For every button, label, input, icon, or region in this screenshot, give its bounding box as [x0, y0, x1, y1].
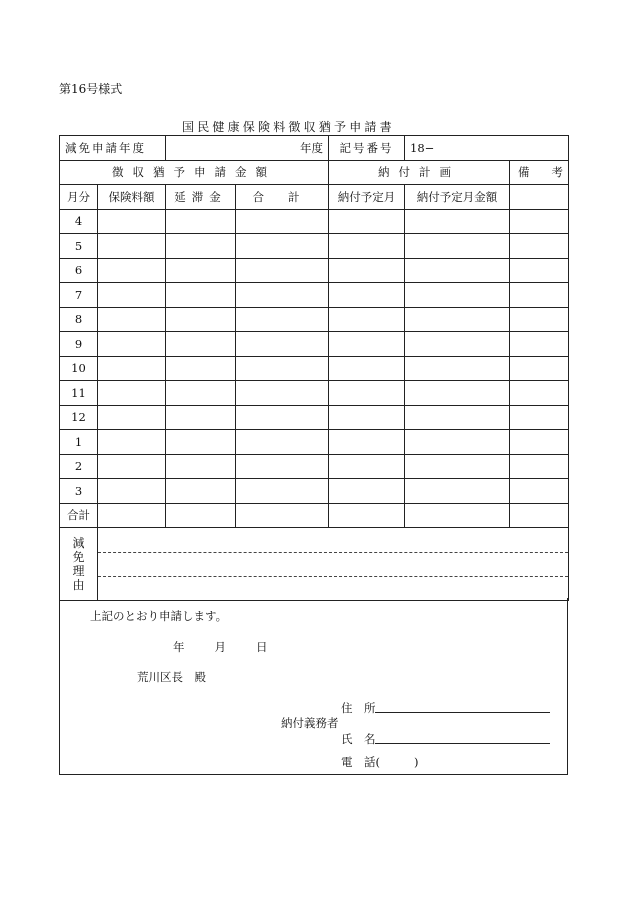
total-cell[interactable]: [236, 307, 329, 332]
premium-cell[interactable]: [98, 332, 166, 357]
planned-month-cell[interactable]: [329, 454, 405, 479]
planned-amount-cell[interactable]: [405, 234, 510, 259]
application-table: [59, 135, 585, 601]
month-row: [60, 234, 569, 259]
planned-amount-column-header: 納付予定月金額: [405, 185, 510, 210]
premium-cell[interactable]: [98, 283, 166, 308]
date-line[interactable]: [173, 639, 268, 655]
premium-cell[interactable]: [98, 503, 166, 528]
total-cell[interactable]: [236, 454, 329, 479]
total-cell[interactable]: [236, 356, 329, 381]
header-row: [60, 136, 569, 161]
payment-plan-header: 納付計画: [329, 160, 510, 185]
month-row: [60, 405, 569, 430]
planned-month-cell[interactable]: [329, 234, 405, 259]
address-label: 住 所: [341, 701, 376, 715]
total-cell[interactable]: [236, 430, 329, 455]
total-row: [60, 503, 569, 528]
remarks-cell[interactable]: [510, 234, 569, 259]
total-cell[interactable]: [236, 258, 329, 283]
planned-month-cell[interactable]: [329, 209, 405, 234]
month-label: 12: [60, 405, 98, 430]
planned-amount-cell[interactable]: [405, 430, 510, 455]
declaration-text: 上記のとおり申請します。: [90, 609, 228, 623]
late-fee-column-header: 延滞金: [166, 185, 236, 210]
remarks-cell[interactable]: [510, 209, 569, 234]
deferral-amount-header: 徴収猶予申請金額: [60, 160, 329, 185]
remarks-cell[interactable]: [510, 332, 569, 357]
late-fee-cell[interactable]: [166, 503, 236, 528]
month-row: [60, 356, 569, 381]
month-row: [60, 307, 569, 332]
remarks-cell[interactable]: [510, 503, 569, 528]
fiscal-year-field[interactable]: [166, 136, 329, 161]
form-number: 第16号様式: [59, 82, 123, 96]
planned-month-cell[interactable]: [329, 503, 405, 528]
planned-amount-cell[interactable]: [405, 381, 510, 406]
planned-month-cell[interactable]: [329, 405, 405, 430]
total-cell[interactable]: [236, 332, 329, 357]
reason-label: 減免理由: [72, 536, 85, 592]
total-cell[interactable]: [236, 381, 329, 406]
late-fee-cell[interactable]: [166, 283, 236, 308]
total-cell[interactable]: [236, 283, 329, 308]
planned-month-cell[interactable]: [329, 479, 405, 504]
month-row: [60, 332, 569, 357]
planned-month-cell[interactable]: [329, 356, 405, 381]
planned-month-cell[interactable]: [329, 258, 405, 283]
planned-amount-cell[interactable]: [405, 405, 510, 430]
total-cell[interactable]: [236, 479, 329, 504]
month-label: 4: [60, 209, 98, 234]
late-fee-cell[interactable]: [166, 430, 236, 455]
premium-cell[interactable]: [98, 356, 166, 381]
month-row: [60, 454, 569, 479]
reason-dashed-line: [98, 576, 568, 577]
remarks-cell[interactable]: [510, 283, 569, 308]
premium-cell[interactable]: [98, 405, 166, 430]
planned-amount-cell[interactable]: [405, 479, 510, 504]
month-label: 10: [60, 356, 98, 381]
late-fee-cell[interactable]: [166, 454, 236, 479]
month-label: 合計: [60, 503, 98, 528]
premium-cell[interactable]: [98, 430, 166, 455]
addressee: 荒川区長 殿: [137, 670, 206, 684]
late-fee-cell[interactable]: [166, 209, 236, 234]
planned-amount-cell[interactable]: [405, 283, 510, 308]
month-column-header: 月分: [60, 185, 98, 210]
month-row: [60, 283, 569, 308]
month-row: [60, 479, 569, 504]
planned-month-column-header: 納付予定月: [329, 185, 405, 210]
document-title: 国民健康保険料徴収猶予申請書: [182, 120, 395, 134]
month-label: 8: [60, 307, 98, 332]
total-cell[interactable]: [236, 209, 329, 234]
reason-dashed-line: [98, 552, 568, 553]
section-header-row: [60, 160, 569, 185]
declaration-area: [59, 598, 568, 775]
column-header-row: [60, 185, 569, 210]
remarks-cell[interactable]: [510, 479, 569, 504]
remarks-cell[interactable]: [510, 307, 569, 332]
premium-cell[interactable]: [98, 479, 166, 504]
phone-close: ): [414, 755, 419, 769]
phone-label: 電 話(: [341, 755, 380, 769]
month-label: 11: [60, 381, 98, 406]
phone-line[interactable]: [341, 754, 419, 770]
premium-column-header: 保険料額: [98, 185, 166, 210]
late-fee-cell[interactable]: [166, 258, 236, 283]
month-label: 7: [60, 283, 98, 308]
planned-amount-cell[interactable]: [405, 356, 510, 381]
premium-cell[interactable]: [98, 258, 166, 283]
fiscal-year-label: 減免申請年度: [60, 136, 166, 161]
remarks-cell[interactable]: [510, 430, 569, 455]
name-label: 氏 名: [341, 732, 376, 746]
late-fee-cell[interactable]: [166, 405, 236, 430]
planned-amount-cell[interactable]: [405, 209, 510, 234]
month-label: 3: [60, 479, 98, 504]
late-fee-cell[interactable]: [166, 479, 236, 504]
late-fee-cell[interactable]: [166, 332, 236, 357]
remarks-cell[interactable]: [510, 405, 569, 430]
premium-cell[interactable]: [98, 307, 166, 332]
month-label: 2: [60, 454, 98, 479]
planned-amount-cell[interactable]: [405, 258, 510, 283]
planned-amount-cell[interactable]: [405, 332, 510, 357]
late-fee-cell[interactable]: [166, 307, 236, 332]
premium-cell[interactable]: [98, 381, 166, 406]
planned-month-cell[interactable]: [329, 381, 405, 406]
total-cell[interactable]: [236, 234, 329, 259]
late-fee-cell[interactable]: [166, 356, 236, 381]
planned-month-cell[interactable]: [329, 332, 405, 357]
premium-cell[interactable]: [98, 234, 166, 259]
remarks-column-header: [510, 185, 569, 210]
premium-cell[interactable]: [98, 209, 166, 234]
reason-label-cell: [60, 528, 98, 601]
late-fee-cell[interactable]: [166, 234, 236, 259]
remarks-cell[interactable]: [510, 381, 569, 406]
total-cell[interactable]: [236, 405, 329, 430]
remarks-cell[interactable]: [510, 258, 569, 283]
planned-month-cell[interactable]: [329, 283, 405, 308]
total-cell[interactable]: [236, 503, 329, 528]
planned-month-cell[interactable]: [329, 430, 405, 455]
planned-amount-cell[interactable]: [405, 307, 510, 332]
remarks-cell[interactable]: [510, 454, 569, 479]
payer-label: 納付義務者: [281, 716, 339, 730]
name-field[interactable]: [375, 743, 550, 744]
total-column-header: 合計: [236, 185, 329, 210]
late-fee-cell[interactable]: [166, 381, 236, 406]
address-field[interactable]: [375, 712, 550, 713]
premium-cell[interactable]: [98, 454, 166, 479]
date-month: 月: [214, 640, 226, 654]
planned-month-cell[interactable]: [329, 307, 405, 332]
planned-amount-cell[interactable]: [405, 503, 510, 528]
month-row: [60, 430, 569, 455]
date-day: 日: [256, 640, 268, 654]
planned-amount-cell[interactable]: [405, 454, 510, 479]
month-label: 9: [60, 332, 98, 357]
month-label: 1: [60, 430, 98, 455]
year-suffix: 年度: [300, 140, 323, 155]
symbol-number-field[interactable]: 18−: [405, 136, 569, 161]
remarks-header: 備考: [510, 160, 569, 185]
symbol-number-label: 記号番号: [329, 136, 405, 161]
month-row: [60, 258, 569, 283]
date-year: 年: [173, 640, 185, 654]
month-row: [60, 381, 569, 406]
month-label: 5: [60, 234, 98, 259]
month-row: [60, 209, 569, 234]
reason-row: [60, 528, 569, 601]
remarks-cell[interactable]: [510, 356, 569, 381]
month-label: 6: [60, 258, 98, 283]
reason-field[interactable]: [98, 528, 569, 601]
